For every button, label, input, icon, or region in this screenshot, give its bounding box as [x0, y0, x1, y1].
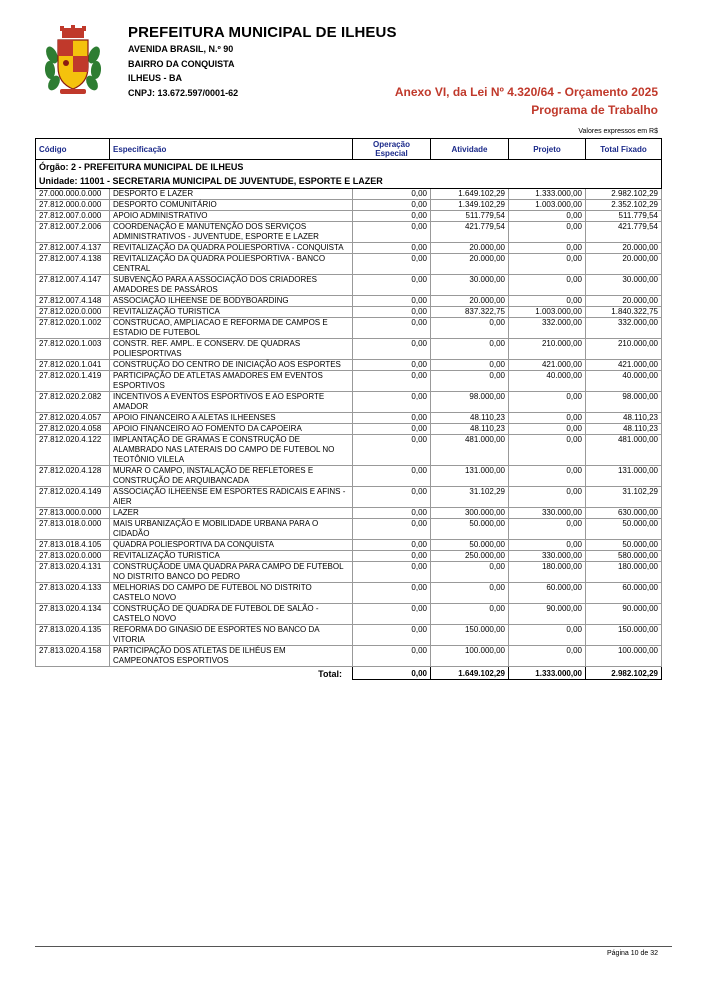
- total-row: [36, 667, 662, 680]
- cell-projeto: 421.000,00: [509, 360, 586, 371]
- cell-especificacao: COORDENAÇÃO E MANUTENÇÃO DOS SERVIÇOS ADMINISTRATIVOS - JUVENTUDE, ESPORTE E LAZER: [110, 222, 353, 243]
- cell-atividade: 837.322,75: [431, 307, 509, 318]
- cell-codigo: 27.812.020.1.041: [36, 360, 110, 371]
- table-row: [36, 466, 662, 487]
- cell-projeto: 90.000,00: [509, 604, 586, 625]
- table-row: [36, 318, 662, 339]
- cell-especificacao: APOIO ADMINISTRATIVO: [110, 211, 353, 222]
- municipal-coat-of-arms: [44, 25, 102, 97]
- cell-atividade: 50.000,00: [431, 540, 509, 551]
- cell-projeto: 330.000,00: [509, 551, 586, 562]
- cell-operacao-especial: 0,00: [353, 360, 431, 371]
- cell-codigo: 27.813.020.4.131: [36, 562, 110, 583]
- cell-operacao-especial: 0,00: [353, 371, 431, 392]
- cell-projeto: 0,00: [509, 392, 586, 413]
- table-row: [36, 583, 662, 604]
- table-row: [36, 519, 662, 540]
- table-header-row: [36, 139, 662, 160]
- cell-projeto: 180.000,00: [509, 562, 586, 583]
- cell-codigo: 27.813.020.4.135: [36, 625, 110, 646]
- cell-total-fixado: 180.000,00: [586, 562, 662, 583]
- cell-codigo: 27.812.020.1.419: [36, 371, 110, 392]
- cell-codigo: 27.812.020.4.128: [36, 466, 110, 487]
- total-label: Total:: [318, 669, 342, 679]
- cell-atividade: 48.110,23: [431, 413, 509, 424]
- total-fixado: 2.982.102,29: [586, 667, 662, 680]
- cell-operacao-especial: 0,00: [353, 392, 431, 413]
- table-row: [36, 392, 662, 413]
- cell-operacao-especial: 0,00: [353, 200, 431, 211]
- cell-especificacao: REVITALIZAÇÃO TURISTICA: [110, 551, 353, 562]
- table-row: [36, 254, 662, 275]
- cell-total-fixado: 2.352.102,29: [586, 200, 662, 211]
- cell-operacao-especial: 0,00: [353, 275, 431, 296]
- cell-especificacao: REVITALIZAÇÃO TURISTICA: [110, 307, 353, 318]
- footer-divider: [35, 946, 672, 947]
- cell-operacao-especial: 0,00: [353, 562, 431, 583]
- cell-projeto: 0,00: [509, 435, 586, 466]
- cell-codigo: 27.812.007.4.138: [36, 254, 110, 275]
- cell-especificacao: MELHORIAS DO CAMPO DE FUTEBOL NO DISTRITO CASTELO NOVO: [110, 583, 353, 604]
- cell-operacao-especial: 0,00: [353, 625, 431, 646]
- cell-atividade: 150.000,00: [431, 625, 509, 646]
- cell-operacao-especial: 0,00: [353, 189, 431, 200]
- table-row: [36, 551, 662, 562]
- col-header-operacao-especial: Operação Especial: [353, 139, 431, 160]
- annex-title: Anexo VI, da Lei Nº 4.320/64 - Orçamento 2025: [394, 85, 658, 99]
- cell-operacao-especial: 0,00: [353, 222, 431, 243]
- cell-total-fixado: 210.000,00: [586, 339, 662, 360]
- cell-projeto: 0,00: [509, 540, 586, 551]
- cell-atividade: 1.349.102,29: [431, 200, 509, 211]
- cell-projeto: 0,00: [509, 222, 586, 243]
- table-row: [36, 424, 662, 435]
- cell-atividade: 0,00: [431, 604, 509, 625]
- cell-projeto: 0,00: [509, 243, 586, 254]
- cell-total-fixado: 50.000,00: [586, 519, 662, 540]
- cell-atividade: 100.000,00: [431, 646, 509, 667]
- cell-operacao-especial: 0,00: [353, 466, 431, 487]
- cell-codigo: 27.812.007.2.006: [36, 222, 110, 243]
- cell-total-fixado: 98.000,00: [586, 392, 662, 413]
- cell-especificacao: APOIO FINANCEIRO AO FOMENTO DA CAPOEIRA: [110, 424, 353, 435]
- cell-codigo: 27.812.020.4.057: [36, 413, 110, 424]
- cell-especificacao: CONSTRUÇÃODE UMA QUADRA PARA CAMPO DE FUTEBOL NO DISTRITO BANCO DO PEDRO: [110, 562, 353, 583]
- table-row: [36, 243, 662, 254]
- address-line: AVENIDA BRASIL, N.º 90: [128, 44, 234, 54]
- cell-especificacao: PARTICIPAÇÃO DOS ATLETAS DE ILHÉUS EM CAMPEONATOS ESPORTIVOS: [110, 646, 353, 667]
- cell-atividade: 0,00: [431, 562, 509, 583]
- cell-projeto: 0,00: [509, 296, 586, 307]
- col-header-total-fixado: Total Fixado: [586, 139, 662, 160]
- cell-especificacao: MURAR O CAMPO, INSTALAÇÃO DE REFLETORES E CONSTRUÇÃO DE ARQUIBANCADA: [110, 466, 353, 487]
- cell-total-fixado: 30.000,00: [586, 275, 662, 296]
- table-row: [36, 487, 662, 508]
- cell-especificacao: PARTICIPAÇÃO DE ATLETAS AMADORES EM EVENTOS ESPORTIVOS: [110, 371, 353, 392]
- cell-operacao-especial: 0,00: [353, 243, 431, 254]
- org-row: [36, 160, 662, 175]
- total-projeto: 1.333.000,00: [509, 667, 586, 680]
- cell-projeto: 0,00: [509, 211, 586, 222]
- table-row: [36, 222, 662, 243]
- cell-total-fixado: 20.000,00: [586, 296, 662, 307]
- cell-especificacao: REVITALIZAÇÃO DA QUADRA POLIESPORTIVA - CONQUISTA: [110, 243, 353, 254]
- cell-especificacao: SUBVENÇÃO PARA A ASSOCIAÇÃO DOS CRIADORES AMADORES DE PASSÁROS: [110, 275, 353, 296]
- city-line: ILHEUS - BA: [128, 73, 182, 83]
- cell-atividade: 421.779,54: [431, 222, 509, 243]
- cell-atividade: 0,00: [431, 360, 509, 371]
- cell-codigo: 27.813.020.4.133: [36, 583, 110, 604]
- cell-especificacao: APOIO FINANCEIRO A ALETAS ILHEENSES: [110, 413, 353, 424]
- cell-codigo: 27.812.007.4.147: [36, 275, 110, 296]
- cell-operacao-especial: 0,00: [353, 307, 431, 318]
- cell-codigo: 27.812.020.4.122: [36, 435, 110, 466]
- cell-operacao-especial: 0,00: [353, 551, 431, 562]
- table-row: [36, 296, 662, 307]
- cell-operacao-especial: 0,00: [353, 604, 431, 625]
- cell-operacao-especial: 0,00: [353, 424, 431, 435]
- cell-total-fixado: 332.000,00: [586, 318, 662, 339]
- cell-atividade: 20.000,00: [431, 296, 509, 307]
- cell-operacao-especial: 0,00: [353, 339, 431, 360]
- cell-especificacao: INCENTIVOS A EVENTOS ESPORTIVOS E AO ESPORTE AMADOR: [110, 392, 353, 413]
- cell-projeto: 0,00: [509, 413, 586, 424]
- cell-codigo: 27.813.020.4.158: [36, 646, 110, 667]
- cell-operacao-especial: 0,00: [353, 413, 431, 424]
- cell-atividade: 250.000,00: [431, 551, 509, 562]
- cell-total-fixado: 20.000,00: [586, 243, 662, 254]
- table-row: [36, 508, 662, 519]
- unit-line: Unidade: 11001 - SECRETARIA MUNICIPAL DE JUVENTUDE, ESPORTE E LAZER: [36, 174, 662, 189]
- cell-atividade: 20.000,00: [431, 243, 509, 254]
- cell-especificacao: QUADRA POLIESPORTIVA DA CONQUISTA: [110, 540, 353, 551]
- cell-operacao-especial: 0,00: [353, 646, 431, 667]
- cell-especificacao: LAZER: [110, 508, 353, 519]
- cell-codigo: 27.812.020.0.000: [36, 307, 110, 318]
- cell-operacao-especial: 0,00: [353, 211, 431, 222]
- cell-total-fixado: 481.000,00: [586, 435, 662, 466]
- cell-codigo: 27.813.018.0.000: [36, 519, 110, 540]
- cell-operacao-especial: 0,00: [353, 487, 431, 508]
- cell-codigo: 27.812.020.1.003: [36, 339, 110, 360]
- cell-codigo: 27.813.018.4.105: [36, 540, 110, 551]
- cell-especificacao: CONSTRUÇÃO DO CENTRO DE INICIAÇÃO AOS ESPORTES: [110, 360, 353, 371]
- cell-especificacao: IMPLANTAÇÃO DE GRAMAS E CONSTRUÇÃO DE ALAMBRADO NAS LATERAIS DO CAMPO DE FUTEBOL NO TEOTÔNIO VILELA: [110, 435, 353, 466]
- cell-atividade: 20.000,00: [431, 254, 509, 275]
- cell-projeto: 1.333.000,00: [509, 189, 586, 200]
- table-row: [36, 413, 662, 424]
- cell-projeto: 1.003.000,00: [509, 200, 586, 211]
- cell-operacao-especial: 0,00: [353, 540, 431, 551]
- cell-atividade: 30.000,00: [431, 275, 509, 296]
- cell-codigo: 27.813.020.0.000: [36, 551, 110, 562]
- table-row: [36, 360, 662, 371]
- cell-especificacao: REFORMA DO GINASIO DE ESPORTES NO BANCO DA VITORIA: [110, 625, 353, 646]
- cell-projeto: 210.000,00: [509, 339, 586, 360]
- cell-especificacao: CONSTRUCAO, AMPLIACAO E REFORMA DE CAMPOS E ESTADIO DE FUTEBOL: [110, 318, 353, 339]
- cell-especificacao: ASSOCIAÇÃO ILHEENSE EM ESPORTES RADICAIS E AFINS - AIER: [110, 487, 353, 508]
- cell-total-fixado: 48.110,23: [586, 424, 662, 435]
- budget-table: [35, 138, 662, 680]
- cell-codigo: 27.812.020.4.149: [36, 487, 110, 508]
- cell-atividade: 0,00: [431, 371, 509, 392]
- cell-projeto: 0,00: [509, 254, 586, 275]
- cell-projeto: 0,00: [509, 275, 586, 296]
- table-row: [36, 339, 662, 360]
- cell-projeto: 40.000,00: [509, 371, 586, 392]
- cell-especificacao: CONSTR. REF. AMPL. E CONSERV. DE QUADRAS POLIESPORTIVAS: [110, 339, 353, 360]
- org-line: Órgão: 2 - PREFEITURA MUNICIPAL DE ILHEUS: [36, 160, 662, 175]
- table-row: [36, 625, 662, 646]
- cell-total-fixado: 421.779,54: [586, 222, 662, 243]
- cell-especificacao: DESPORTO E LAZER: [110, 189, 353, 200]
- cell-projeto: 0,00: [509, 646, 586, 667]
- cell-atividade: 511.779,54: [431, 211, 509, 222]
- cell-total-fixado: 31.102,29: [586, 487, 662, 508]
- cell-operacao-especial: 0,00: [353, 435, 431, 466]
- cell-projeto: 1.003.000,00: [509, 307, 586, 318]
- cell-total-fixado: 100.000,00: [586, 646, 662, 667]
- cell-atividade: 0,00: [431, 583, 509, 604]
- cell-operacao-especial: 0,00: [353, 318, 431, 339]
- cell-atividade: 481.000,00: [431, 435, 509, 466]
- table-row: [36, 211, 662, 222]
- cell-atividade: 300.000,00: [431, 508, 509, 519]
- table-row: [36, 540, 662, 551]
- cell-operacao-especial: 0,00: [353, 254, 431, 275]
- org-title: PREFEITURA MUNICIPAL DE ILHEUS: [128, 24, 397, 41]
- table-row: [36, 200, 662, 211]
- cell-projeto: 0,00: [509, 519, 586, 540]
- cell-total-fixado: 150.000,00: [586, 625, 662, 646]
- values-note: Valores expressos em R$: [578, 128, 658, 135]
- cell-codigo: 27.813.000.0.000: [36, 508, 110, 519]
- program-title: Programa de Trabalho: [531, 103, 658, 117]
- cell-total-fixado: 90.000,00: [586, 604, 662, 625]
- cell-projeto: 0,00: [509, 625, 586, 646]
- col-header-codigo: Código: [36, 139, 110, 160]
- cell-operacao-especial: 0,00: [353, 519, 431, 540]
- cell-projeto: 0,00: [509, 466, 586, 487]
- cell-especificacao: DESPORTO COMUNITÁRIO: [110, 200, 353, 211]
- cell-projeto: 0,00: [509, 487, 586, 508]
- cell-especificacao: MAIS URBANIZAÇÃO E MOBILIDADE URBANA PARA O CIDADÃO: [110, 519, 353, 540]
- cell-total-fixado: 50.000,00: [586, 540, 662, 551]
- table-row: [36, 562, 662, 583]
- cell-total-fixado: 20.000,00: [586, 254, 662, 275]
- cell-atividade: 31.102,29: [431, 487, 509, 508]
- cell-operacao-especial: 0,00: [353, 296, 431, 307]
- cell-codigo: 27.812.000.0.000: [36, 200, 110, 211]
- cell-atividade: 0,00: [431, 318, 509, 339]
- cell-total-fixado: 131.000,00: [586, 466, 662, 487]
- cell-atividade: 48.110,23: [431, 424, 509, 435]
- cell-atividade: 0,00: [431, 339, 509, 360]
- district-line: BAIRRO DA CONQUISTA: [128, 59, 235, 69]
- cell-total-fixado: 48.110,23: [586, 413, 662, 424]
- page-number: Página 10 de 32: [607, 950, 658, 957]
- table-row: [36, 604, 662, 625]
- cell-operacao-especial: 0,00: [353, 583, 431, 604]
- col-header-atividade: Atividade: [431, 139, 509, 160]
- cell-total-fixado: 2.982.102,29: [586, 189, 662, 200]
- cell-codigo: 27.812.020.4.058: [36, 424, 110, 435]
- cell-codigo: 27.812.007.4.137: [36, 243, 110, 254]
- cell-codigo: 27.812.020.1.002: [36, 318, 110, 339]
- total-operacao: 0,00: [353, 667, 431, 680]
- cell-total-fixado: 40.000,00: [586, 371, 662, 392]
- cell-codigo: 27.812.007.0.000: [36, 211, 110, 222]
- cell-total-fixado: 60.000,00: [586, 583, 662, 604]
- col-header-especificacao: Especificação: [110, 139, 353, 160]
- cell-projeto: 0,00: [509, 424, 586, 435]
- cell-especificacao: ASSOCIAÇÃO ILHEENSE DE BODYBOARDING: [110, 296, 353, 307]
- cell-projeto: 332.000,00: [509, 318, 586, 339]
- cell-atividade: 1.649.102,29: [431, 189, 509, 200]
- cell-atividade: 131.000,00: [431, 466, 509, 487]
- cell-codigo: 27.812.007.4.148: [36, 296, 110, 307]
- cell-especificacao: REVITALIZAÇÃO DA QUADRA POLIESPORTIVA - BANCO CENTRAL: [110, 254, 353, 275]
- cell-atividade: 50.000,00: [431, 519, 509, 540]
- cnpj-line: CNPJ: 13.672.597/0001-62: [128, 88, 239, 98]
- cell-codigo: 27.000.000.0.000: [36, 189, 110, 200]
- cell-codigo: 27.813.020.4.134: [36, 604, 110, 625]
- total-atividade: 1.649.102,29: [431, 667, 509, 680]
- cell-especificacao: CONSTRUÇÃO DE QUADRA DE FUTEBOL DE SALÃO - CASTELO NOVO: [110, 604, 353, 625]
- cell-total-fixado: 421.000,00: [586, 360, 662, 371]
- col-header-projeto: Projeto: [509, 139, 586, 160]
- cell-total-fixado: 511.779,54: [586, 211, 662, 222]
- cell-total-fixado: 630.000,00: [586, 508, 662, 519]
- table-row: [36, 371, 662, 392]
- table-row: [36, 435, 662, 466]
- table-row: [36, 646, 662, 667]
- unit-row: [36, 174, 662, 189]
- table-row: [36, 275, 662, 296]
- cell-total-fixado: 1.840.322,75: [586, 307, 662, 318]
- cell-atividade: 98.000,00: [431, 392, 509, 413]
- cell-projeto: 330.000,00: [509, 508, 586, 519]
- cell-codigo: 27.812.020.2.082: [36, 392, 110, 413]
- cell-operacao-especial: 0,00: [353, 508, 431, 519]
- table-row: [36, 307, 662, 318]
- cell-total-fixado: 580.000,00: [586, 551, 662, 562]
- table-row: [36, 189, 662, 200]
- cell-projeto: 60.000,00: [509, 583, 586, 604]
